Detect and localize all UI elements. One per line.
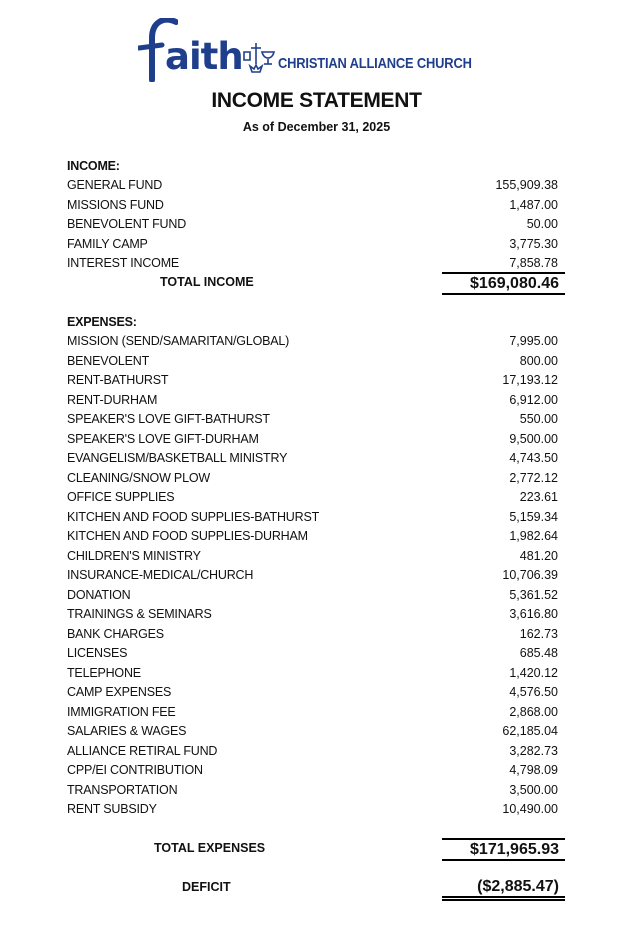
line-item-amount: 2,772.12 [509,470,558,485]
income-line-item [67,254,565,274]
deficit-label: DEFICIT [182,880,231,894]
expense-line-item [67,469,565,489]
line-item-amount: 685.48 [519,646,558,660]
expense-line-item [67,566,565,586]
line-item-amount: 1,420.12 [509,665,558,680]
line-item-label: LICENSES [67,646,128,660]
line-item-amount: 155,909.38 [495,178,558,192]
line-item-amount: 17,193.12 [502,373,558,387]
total-expenses-amount [442,838,565,861]
report-date: As of December 31, 2025 [242,120,391,134]
line-item-amount: 6,912.00 [509,392,558,407]
expense-line-item [67,722,565,742]
line-item-label: EVANGELISM/BASKETBALL MINISTRY [67,451,288,465]
income-line-item [67,196,565,216]
expense-line-item [67,644,565,664]
line-item-label: BENEVOLENT FUND [67,217,187,232]
line-item-label: INSURANCE-MEDICAL/CHURCH [67,568,254,582]
expense-line-item [67,508,565,528]
line-item-label: BENEVOLENT [67,353,150,368]
line-item-label: GENERAL FUND [67,178,163,192]
expense-line-item [67,391,565,411]
logo-wordmark: aith [165,35,243,78]
line-item-label: IMMIGRATION FEE [67,704,176,719]
line-item-amount: 223.61 [519,490,558,504]
line-item-amount: 10,706.39 [502,568,558,582]
expense-line-item [67,761,565,781]
expense-line-item [67,547,565,567]
line-item-amount: 1,487.00 [509,197,558,212]
expense-line-item [67,586,565,606]
line-item-amount: 7,858.78 [509,256,558,271]
line-item-label: CPP/EI CONTRIBUTION [67,763,203,777]
line-item-label: SPEAKER'S LOVE GIFT-DURHAM [67,431,259,446]
line-item-amount: 3,282.73 [509,743,558,758]
line-item-label: ALLIANCE RETIRAL FUND [67,743,218,758]
expense-line-item [67,352,565,372]
expenses-heading: EXPENSES: [67,315,137,329]
total-income-value: $169,080.46 [470,275,559,292]
line-item-label: DONATION [67,587,131,602]
cross-chalice-emblem-icon [242,42,276,76]
expense-line-item [67,800,565,820]
expense-line-item [67,781,565,801]
expense-line-item [67,703,565,723]
line-item-label: TRANSPORTATION [67,782,178,797]
line-item-label: OFFICE SUPPLIES [67,490,175,504]
income-line-item [67,235,565,255]
expense-line-item [67,430,565,450]
expense-line-item [67,527,565,547]
deficit-amount [442,877,565,901]
line-item-amount: 800.00 [519,353,558,368]
expense-line-item [67,488,565,508]
page-title: INCOME STATEMENT [211,89,422,112]
line-item-label: SPEAKER'S LOVE GIFT-BATHURST [67,412,270,426]
line-item-label: TELEPHONE [67,665,141,680]
total-expenses-label: TOTAL EXPENSES [154,841,266,855]
expense-line-item [67,332,565,352]
line-item-label: TRAININGS & SEMINARS [67,607,212,621]
line-item-amount: 5,159.34 [509,509,558,524]
expense-line-item [67,449,565,469]
expenses-heading-row [67,313,565,333]
income-heading-row [67,157,565,177]
line-item-amount: 5,361.52 [509,587,558,602]
line-item-amount: 3,500.00 [509,782,558,797]
line-item-amount: 62,185.04 [502,724,558,738]
line-item-label: INTEREST INCOME [67,256,180,271]
expense-line-item [67,371,565,391]
deficit-value: ($2,885.47) [477,878,559,895]
line-item-amount: 4,743.50 [509,451,558,465]
church-logo [138,18,472,82]
line-item-amount: 3,616.80 [509,607,558,621]
line-item-amount: 4,798.09 [509,763,558,777]
expense-line-item [67,625,565,645]
expense-line-item [67,683,565,703]
line-item-label: RENT SUBSIDY [67,802,157,816]
line-item-label: FAMILY CAMP [67,236,148,251]
line-item-amount: 162.73 [519,626,558,641]
expense-line-item [67,742,565,762]
income-heading: INCOME: [67,159,120,173]
line-item-label: RENT-DURHAM [67,392,158,407]
total-income-amount [442,272,565,295]
total-expenses-value: $171,965.93 [470,841,559,858]
line-item-label: BANK CHARGES [67,626,164,641]
line-item-amount: 7,995.00 [509,334,558,348]
line-item-amount: 2,868.00 [509,704,558,719]
line-item-label: CLEANING/SNOW PLOW [67,470,210,485]
line-item-label: MISSION (SEND/SAMARITAN/GLOBAL) [67,334,290,348]
line-item-label: KITCHEN AND FOOD SUPPLIES-BATHURST [67,509,320,524]
line-item-label: CHILDREN'S MINISTRY [67,548,201,563]
total-income-label: TOTAL INCOME [160,275,254,289]
line-item-label: RENT-BATHURST [67,373,169,387]
line-item-amount: 550.00 [519,412,558,426]
church-name: CHRISTIAN ALLIANCE CHURCH [278,55,472,72]
line-item-amount: 1,982.64 [509,529,558,543]
line-item-label: SALARIES & WAGES [67,724,187,738]
line-item-amount: 9,500.00 [509,431,558,446]
line-item-amount: 481.20 [519,548,558,563]
line-item-amount: 10,490.00 [502,802,558,816]
expense-line-item [67,410,565,430]
income-line-item [67,215,565,235]
expense-line-item [67,664,565,684]
income-line-item [67,176,565,196]
line-item-amount: 3,775.30 [509,236,558,251]
line-item-label: KITCHEN AND FOOD SUPPLIES-DURHAM [67,529,308,543]
line-item-amount: 50.00 [526,217,558,232]
expense-line-item [67,605,565,625]
line-item-amount: 4,576.50 [509,685,558,699]
line-item-label: CAMP EXPENSES [67,685,172,699]
line-item-label: MISSIONS FUND [67,197,164,212]
